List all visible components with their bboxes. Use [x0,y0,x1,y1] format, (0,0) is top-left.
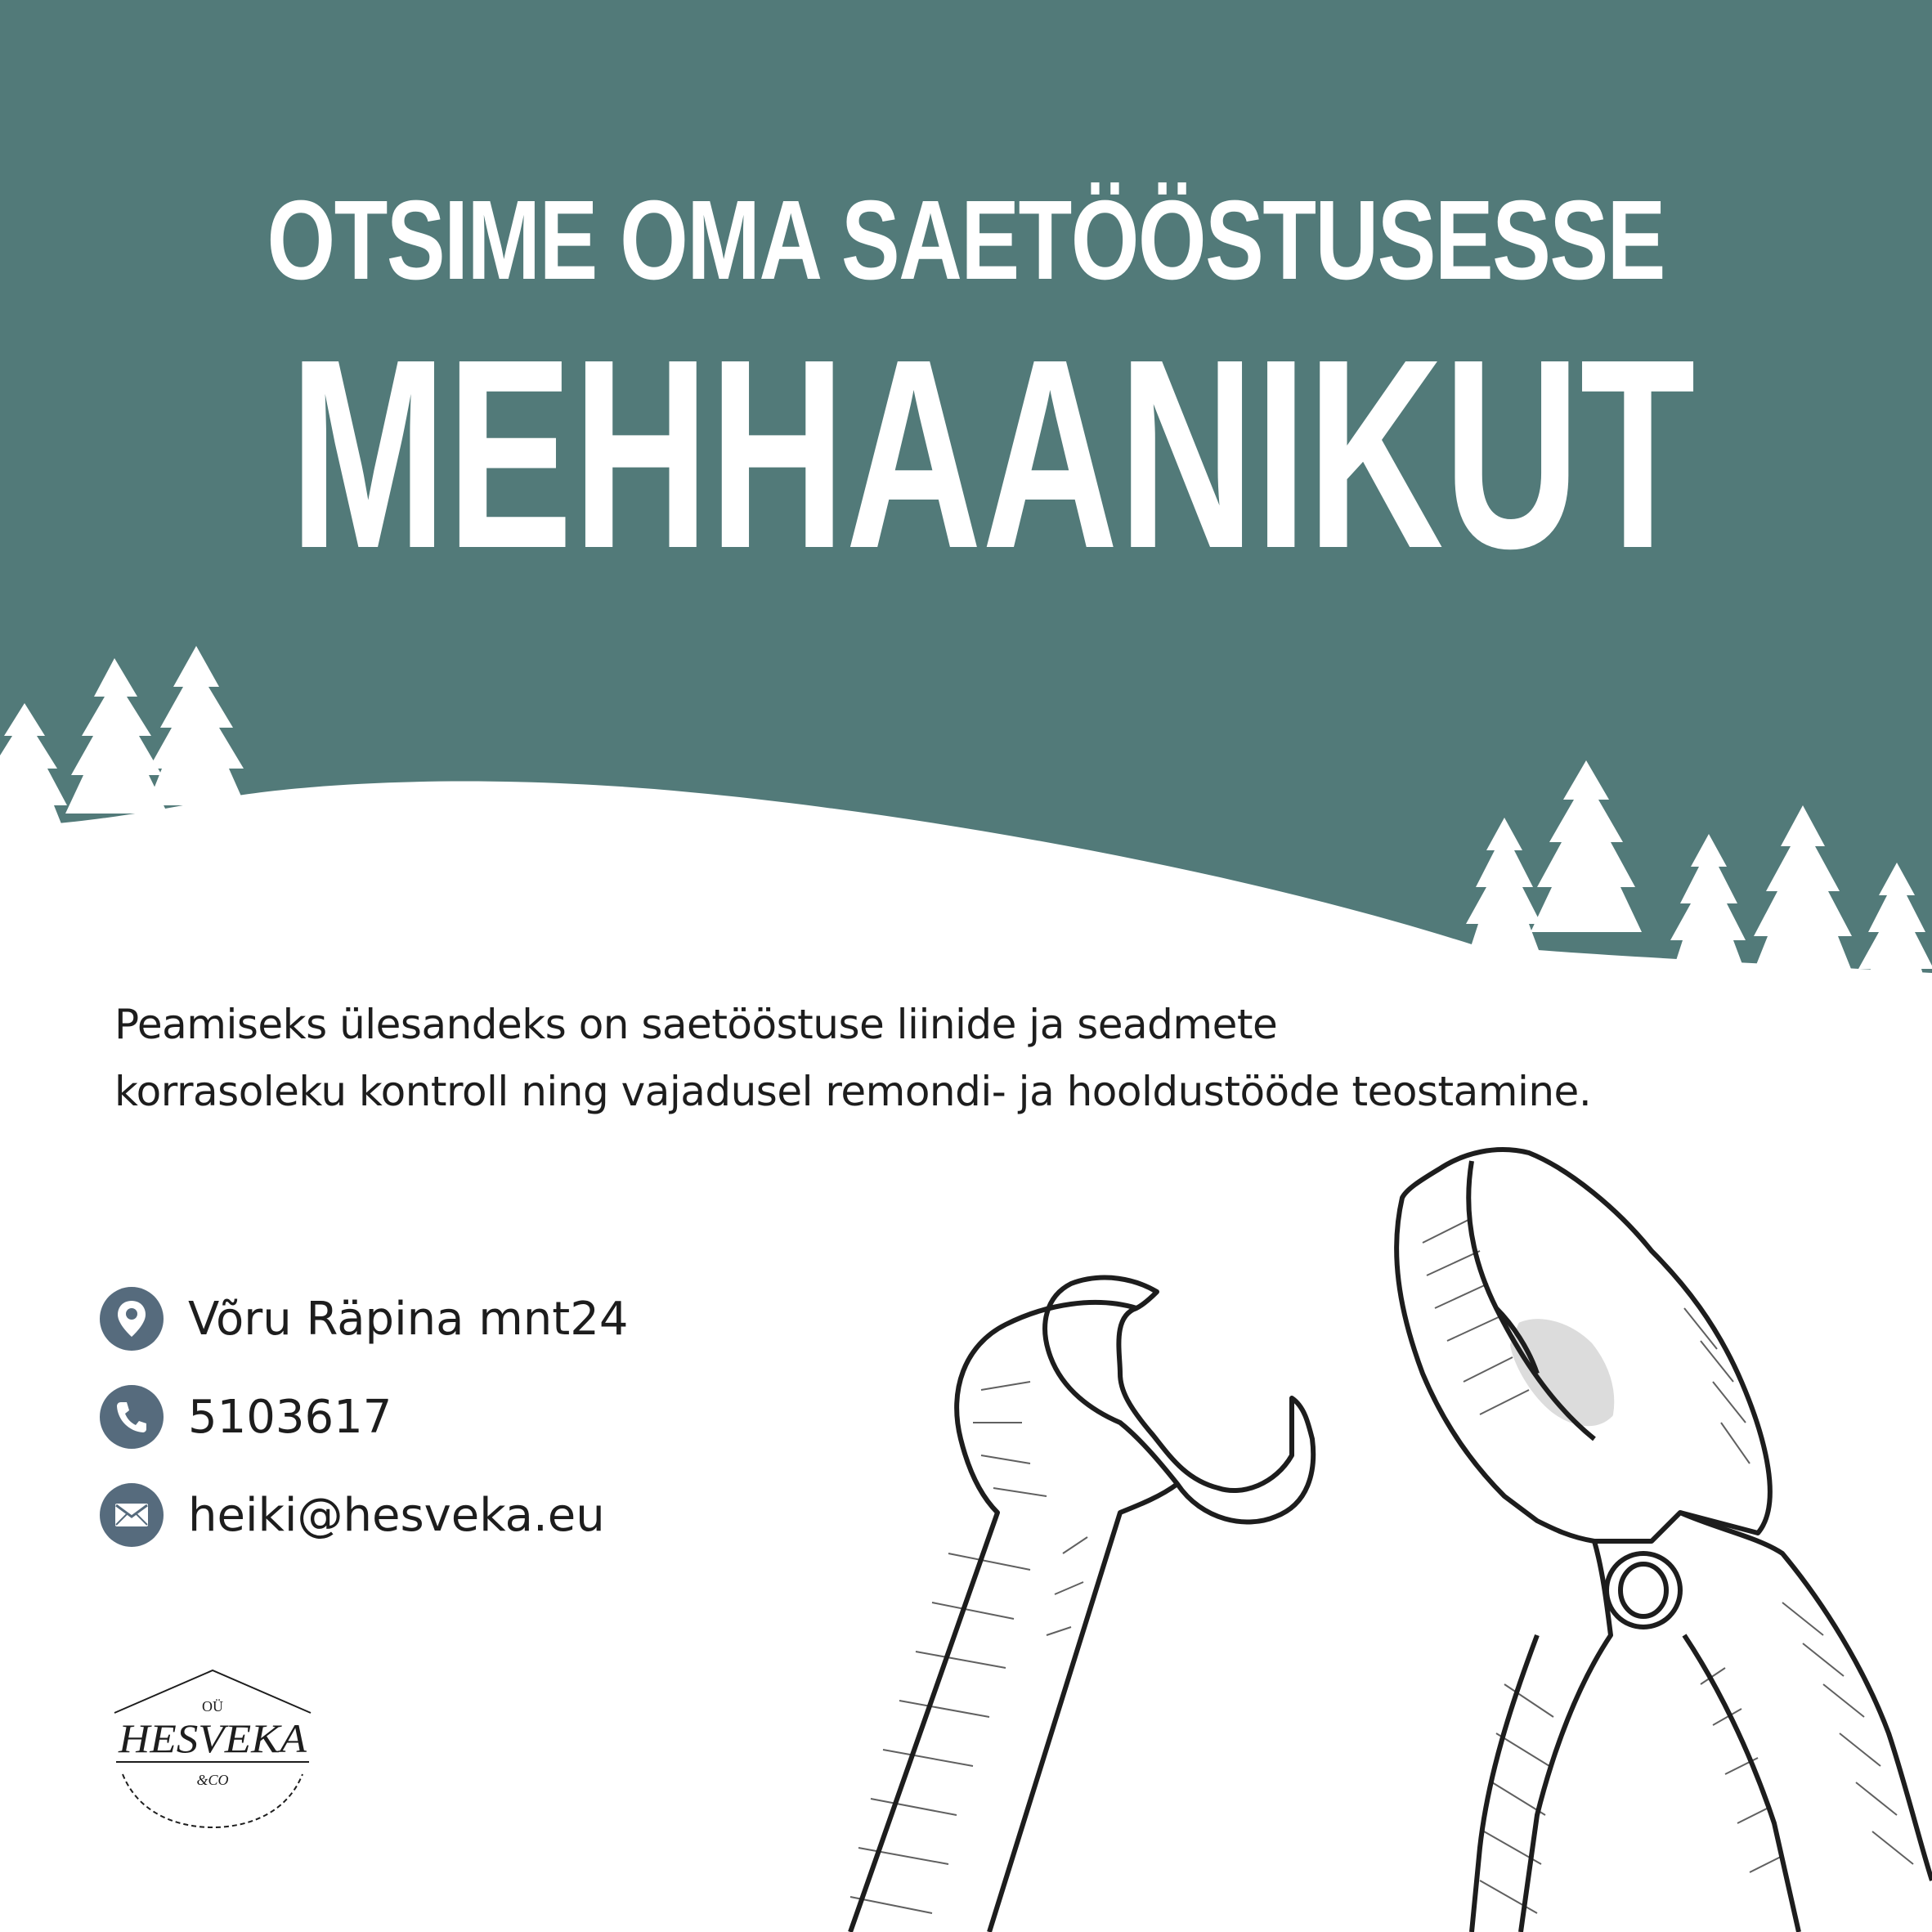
description-line: korrasoleku kontroll ning vajadusel remondi- ja hooldustööde teostamine. [114,1068,1592,1115]
phone-text[interactable]: 5103617 [188,1390,392,1444]
address-text: Võru Räpina mnt24 [188,1292,629,1346]
wrench-icon [850,1278,1313,1932]
headline-top: OTSIME OMA SAETÖÖSTUSESSE [267,177,1665,303]
pliers-icon [1396,1150,1932,1932]
headline-main: MEHHAANIKUT [289,303,1696,604]
description-line: Peamiseks ülesandeks on saetööstuse liinide ja seadmete [114,1001,1278,1048]
logo-suffix: &CO [196,1772,229,1788]
logo-name: HESVEKA [117,1715,307,1761]
company-logo [106,1664,319,1836]
email-text[interactable]: heiki@hesveka.eu [188,1488,605,1542]
logo-prefix: OÜ [202,1698,223,1715]
